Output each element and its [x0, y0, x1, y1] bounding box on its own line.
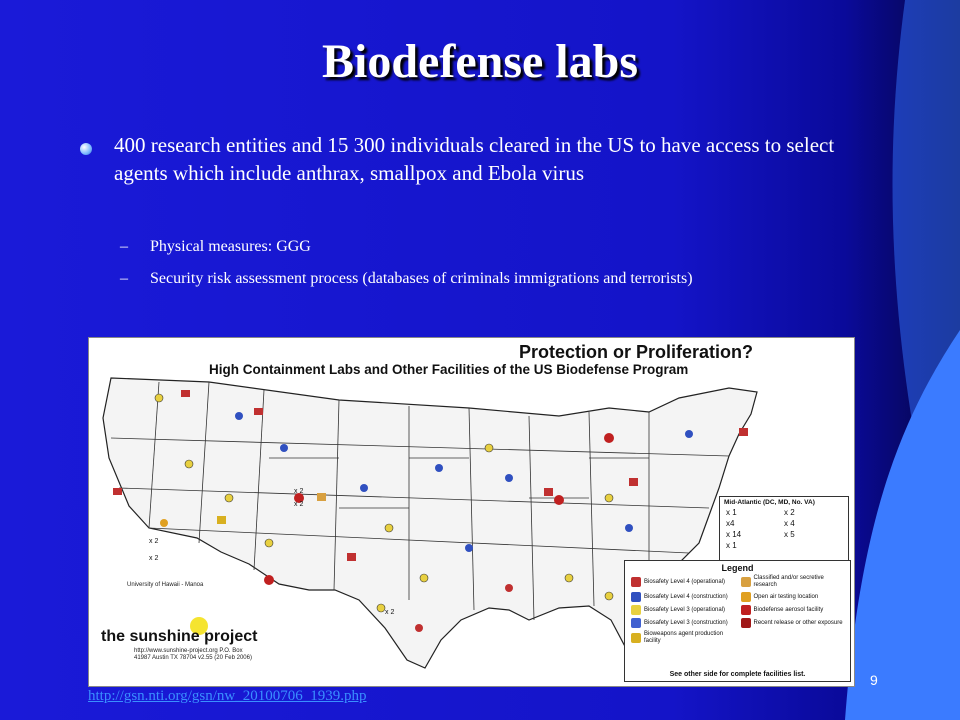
map-legend — [624, 560, 851, 682]
legend-item: Open air testing location — [741, 592, 845, 602]
bullet-icon — [80, 143, 92, 155]
svg-text:x 2: x 2 — [149, 538, 159, 545]
legend-symbol-icon — [741, 592, 751, 602]
legend-item: Biosafety Level 3 (operational) — [631, 605, 735, 615]
org-address: http://www.sunshine-project.org P.O. Box 41987 Austin TX 78704 v2.55 (20 Feb 2006) — [134, 648, 252, 661]
mid-atlantic-count: x 4 — [784, 519, 795, 528]
legend-footer: See other side for complete facilities list. — [669, 671, 806, 678]
legend-symbol-icon — [741, 605, 751, 615]
svg-text:x 2: x 2 — [294, 488, 304, 495]
legend-symbol-icon — [631, 618, 641, 628]
legend-symbol-icon — [741, 577, 751, 587]
legend-item — [741, 631, 845, 645]
legend-item: Classified and/or secretive research — [741, 575, 845, 589]
mid-atlantic-inset — [719, 496, 849, 570]
mid-atlantic-count: x 2 — [784, 508, 795, 517]
mid-atlantic-count: x 5 — [784, 530, 795, 539]
map-title: Protection or Proliferation? — [519, 342, 754, 362]
legend-item: Recent release or other exposure — [741, 618, 845, 628]
legend-symbol-icon — [631, 605, 641, 615]
mid-atlantic-count: x 1 — [726, 508, 737, 517]
svg-text:x 2: x 2 — [385, 609, 395, 616]
hawaii-label: University of Hawaii - Manoa — [127, 582, 204, 588]
legend-title: Legend — [721, 563, 754, 573]
dash-icon: – — [120, 270, 128, 287]
dash-icon: – — [120, 238, 128, 255]
legend-item: Biosafety Level 4 (construction) — [631, 592, 735, 602]
mid-atlantic-count: x 14 — [726, 530, 742, 539]
org-name: the sunshine project — [101, 628, 258, 645]
legend-symbol-icon — [631, 592, 641, 602]
page-number: 9 — [870, 672, 878, 688]
legend-item: Bioweapons agent production facility — [631, 631, 735, 645]
main-bullet: 400 research entities and 15 300 individuals cleared in the US to have access to select agents which include anthrax, smallpox and Ebola virus — [114, 133, 835, 185]
svg-text:x 2: x 2 — [149, 555, 159, 562]
legend-symbol-icon — [631, 577, 641, 587]
mid-atlantic-count: x4 — [726, 519, 735, 528]
legend-item: Biodefense aerosol facility — [741, 605, 845, 615]
legend-item: Biosafety Level 3 (construction) — [631, 618, 735, 628]
slide-title: Biodefense labs — [321, 35, 639, 88]
source-link[interactable]: http://gsn.nti.org/gsn/nw_20100706_1939.php — [88, 688, 367, 704]
legend-symbol-icon — [631, 633, 641, 643]
map-subtitle: High Containment Labs and Other Facilities of the US Biodefense Program — [209, 362, 689, 377]
mid-atlantic-heading: Mid-Atlantic (DC, MD, No. VA) — [724, 499, 815, 506]
legend-item: Biosafety Level 4 (operational) — [631, 575, 735, 589]
mid-atlantic-count: x 1 — [726, 541, 737, 550]
biodefense-map-image — [88, 337, 855, 687]
legend-symbol-icon — [741, 618, 751, 628]
svg-text:x 2: x 2 — [294, 501, 304, 508]
